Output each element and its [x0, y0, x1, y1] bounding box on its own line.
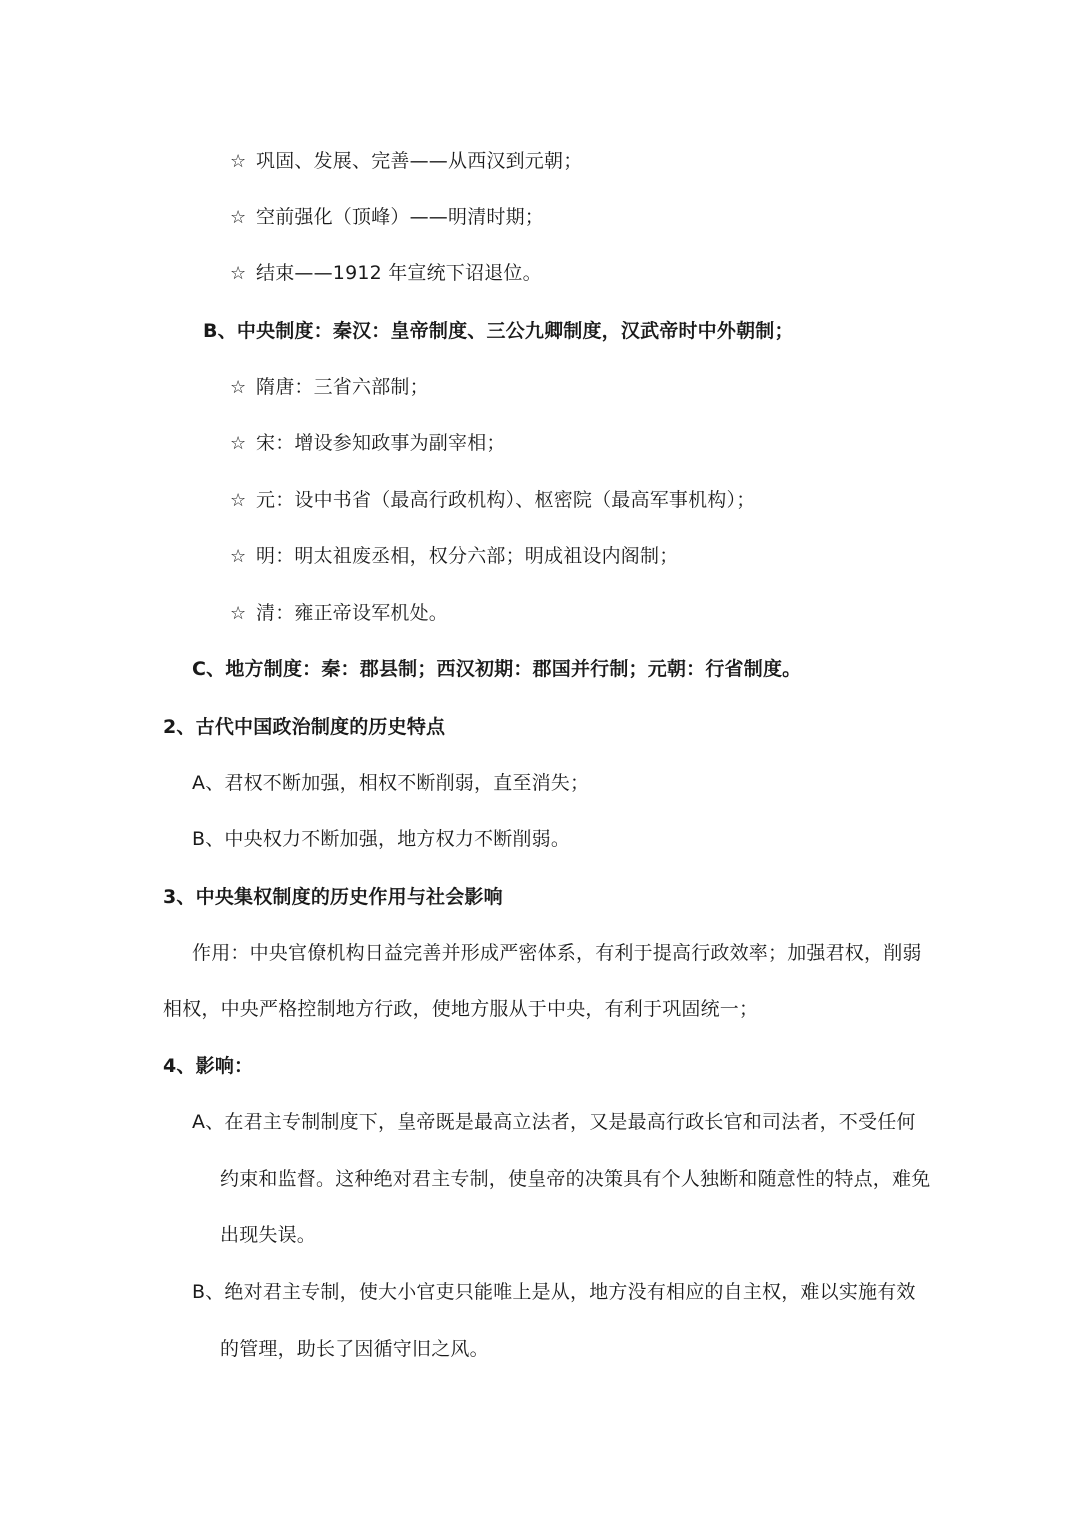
central-system-item: [230, 600, 448, 627]
central-system-item-text: 清：雍正帝设军机处。: [256, 602, 449, 624]
influence-item-a-line: 约束和监督。这种绝对君主专制，使皇帝的决策具有个人独断和随意性的特点，难免: [220, 1168, 931, 1190]
feature-item: B、中央权力不断加强，地方权力不断削弱。: [192, 828, 571, 850]
star-bullet-icon: ☆: [230, 603, 247, 624]
feature-item: A、君权不断加强，相权不断削弱，直至消失；: [192, 772, 590, 794]
central-system-item: [230, 374, 429, 401]
stage-item-text: 空前强化（顶峰）——明清时期；: [256, 206, 545, 228]
central-system-item-text: 明：明太祖废丞相，权分六部；明成祖设内阁制；: [256, 545, 679, 567]
role-paragraph-line: 相权，中央严格控制地方行政，使地方服从于中央，有利于巩固统一；: [163, 998, 759, 1020]
star-bullet-icon: ☆: [230, 433, 247, 454]
star-bullet-icon: ☆: [230, 490, 247, 511]
influence-item-b-line: 的管理，助长了因循守旧之风。: [220, 1338, 489, 1360]
star-bullet-icon: ☆: [230, 377, 247, 398]
central-system-item-text: 隋唐：三省六部制；: [256, 376, 429, 398]
stage-item: [230, 260, 542, 287]
central-system-heading: B、中央制度：秦汉：皇帝制度、三公九卿制度，汉武帝时中外朝制；: [203, 320, 794, 342]
stage-item-text: 巩固、发展、完善——从西汉到元朝；: [256, 150, 583, 172]
stage-item-text: 结束——1912 年宣统下诏退位。: [256, 262, 542, 284]
central-system-item: [230, 430, 506, 457]
influence-item-b-line: B、绝对君主专制，使大小官吏只能唯上是从，地方没有相应的自主权，难以实施有效: [192, 1281, 916, 1303]
influence-heading: 4、影响：: [163, 1055, 254, 1077]
star-bullet-icon: ☆: [230, 546, 247, 567]
central-system-item: [230, 487, 755, 514]
local-system-heading: C、地方制度：秦：郡县制；西汉初期：郡国并行制；元朝：行省制度。: [192, 658, 802, 680]
role-heading: 3、中央集权制度的历史作用与社会影响: [163, 886, 503, 908]
stage-item: [230, 204, 544, 231]
star-bullet-icon: ☆: [230, 207, 247, 228]
star-bullet-icon: ☆: [230, 151, 247, 172]
star-bullet-icon: ☆: [230, 263, 247, 284]
central-system-item-text: 宋：增设参知政事为副宰相；: [256, 432, 506, 454]
influence-item-a-line: 出现失误。: [220, 1224, 317, 1246]
role-paragraph-line: 作用：中央官僚机构日益完善并形成严密体系，有利于提高行政效率；加强君权，削弱: [192, 942, 922, 964]
influence-item-a-line: A、在君主专制制度下，皇帝既是最高立法者，又是最高行政长官和司法者，不受任何: [192, 1111, 916, 1133]
features-heading: 2、古代中国政治制度的历史特点: [163, 716, 446, 738]
stage-item: [230, 148, 582, 175]
central-system-item-text: 元：设中书省（最高行政机构）、枢密院（最高军事机构）；: [256, 489, 756, 511]
central-system-item: [230, 543, 678, 570]
